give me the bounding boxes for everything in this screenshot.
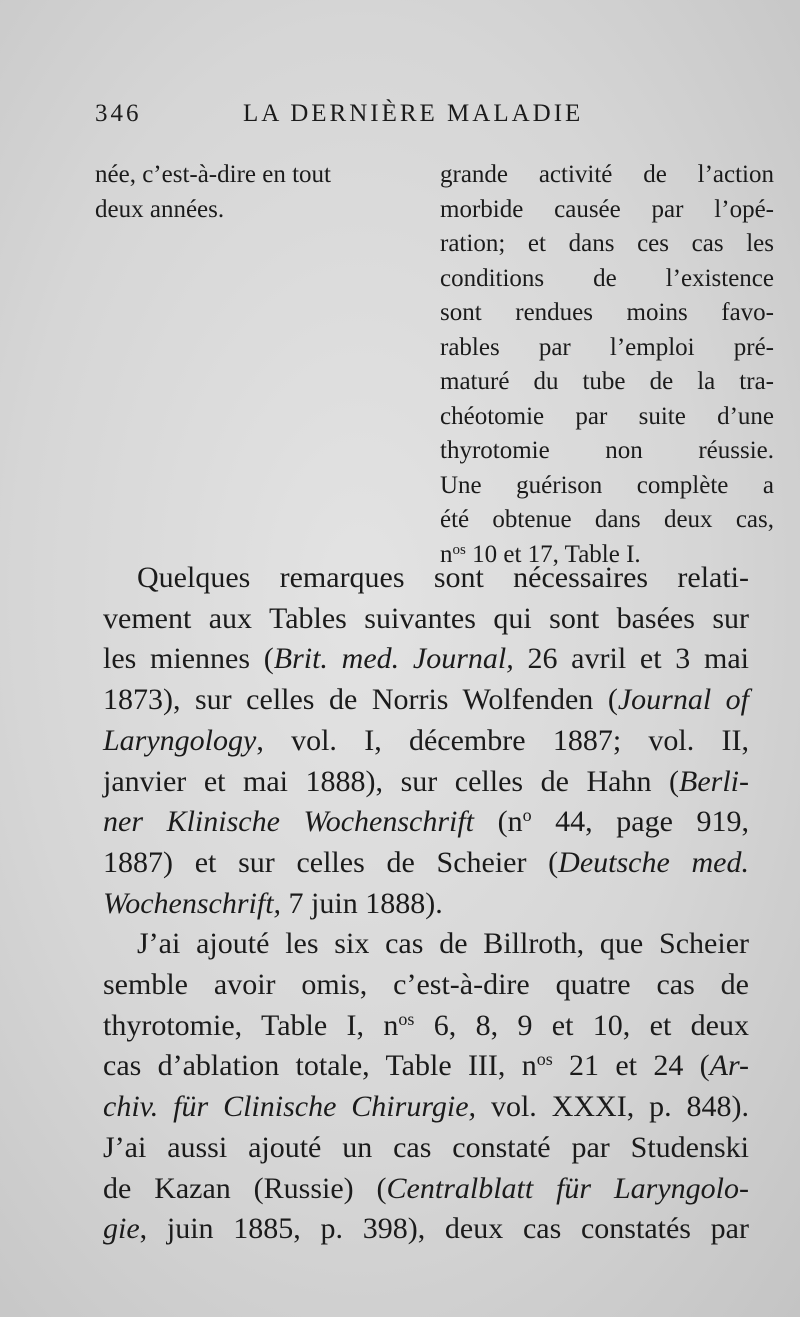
text-line: sont rendues moins favo- (440, 299, 774, 326)
text-run: 6, 8, 9 et 10, et deux (414, 1008, 749, 1042)
left-column (95, 158, 395, 227)
text-run: 1873), sur celles de Norris Wolfenden ( (103, 683, 618, 717)
page-header (95, 100, 765, 144)
text-line (103, 680, 749, 721)
text-line: deux années. (95, 195, 225, 223)
citation-italic: Deutsche med. (558, 845, 749, 879)
text-run: 44, page 919, (531, 805, 749, 839)
running-title: LA DERNIÈRE MALADIE (243, 100, 584, 127)
citation-italic: gie (103, 1212, 140, 1246)
text-line (103, 1209, 749, 1250)
text-line: née, c’est-à-dire en tout (95, 161, 331, 188)
text-line (103, 884, 749, 925)
citation-italic: chiv. für Clinische Chirurgie, (103, 1090, 477, 1124)
text-line (103, 639, 749, 680)
paragraph-1 (103, 558, 749, 924)
text-run: 21 et 24 ( (552, 1049, 710, 1083)
text-run: les miennes ( (103, 642, 274, 676)
citation-italic: Centralblatt für Laryngolo- (386, 1171, 749, 1205)
citation-italic: Berli- (679, 764, 749, 798)
text-line: grande activité de l’action (440, 161, 774, 188)
text-run: , vol. I, décembre 1887; vol. II, (256, 723, 749, 757)
text-line: ration; et dans ces cas les (440, 230, 774, 257)
text-line: J’ai ajouté les six cas de Billroth, que Scheier (137, 927, 749, 961)
citation-italic: Ar- (709, 1049, 750, 1083)
text-line (103, 1087, 749, 1128)
text-line (103, 843, 749, 884)
right-column (440, 158, 774, 572)
text-line: vement aux Tables suivantes qui sont basées sur (103, 601, 749, 635)
text-line: morbide causée par l’opé- (440, 195, 774, 223)
citation-italic: Wochenschrift, (103, 886, 282, 920)
citation-italic: Brit. med. Journal, (273, 642, 514, 676)
text-run: , juin 1885, p. 398), deux cas constatés par (139, 1212, 749, 1246)
superscript: os (398, 1008, 415, 1029)
text-line: été obtenue dans deux cas, (440, 506, 774, 533)
paragraph-2 (103, 924, 749, 1250)
text-line (103, 1006, 749, 1047)
text-line (103, 802, 749, 843)
text-run: 1887) et sur celles de Scheier ( (103, 845, 559, 879)
text-line: Quelques remarques sont nécessaires relati- (137, 561, 749, 594)
abbrev: n (440, 540, 453, 568)
text-line: conditions de l’existence (440, 264, 774, 292)
text-run: vol. XXXI, p. 848). (476, 1090, 750, 1124)
text-line (103, 721, 749, 762)
text-line: chéotomie par suite d’une (440, 402, 774, 430)
page-number: 346 (95, 100, 142, 127)
superscript: os (452, 541, 466, 558)
text-run: (n (474, 805, 523, 839)
citation-italic: Journal of (617, 683, 750, 717)
main-text (103, 558, 749, 1250)
text-line: J’ai aussi ajouté un cas constaté par Studenski (103, 1130, 749, 1164)
text-run: janvier et mai 1888), sur celles de Hahn ( (103, 764, 680, 798)
citation-italic: ner Klinische Wochenschrift (103, 805, 475, 839)
text-run: 10 et 17, Table I. (465, 540, 641, 568)
text-line: thyrotomie non réussie. (440, 437, 774, 464)
text-line: rables par l’emploi pré- (440, 333, 774, 361)
text-line: maturé du tube de la tra- (440, 368, 774, 395)
text-line (103, 1169, 749, 1210)
superscript: o (522, 805, 532, 826)
text-run: cas d’ablation totale, Table III, n (103, 1049, 537, 1083)
citation-italic: Laryngology (103, 723, 257, 757)
text-line (103, 1046, 749, 1087)
superscript: os (536, 1049, 553, 1070)
text-run: de Kazan (Russie) ( (103, 1171, 387, 1205)
text-run: 26 avril et 3 mai (513, 642, 749, 676)
text-line (103, 762, 749, 803)
text-line: Une guérison complète a (440, 471, 774, 499)
text-run: 7 juin 1888). (281, 886, 443, 920)
text-line: semble avoir omis, c’est-à-dire quatre cas de (103, 968, 749, 1002)
text-run: thyrotomie, Table I, n (103, 1008, 399, 1042)
